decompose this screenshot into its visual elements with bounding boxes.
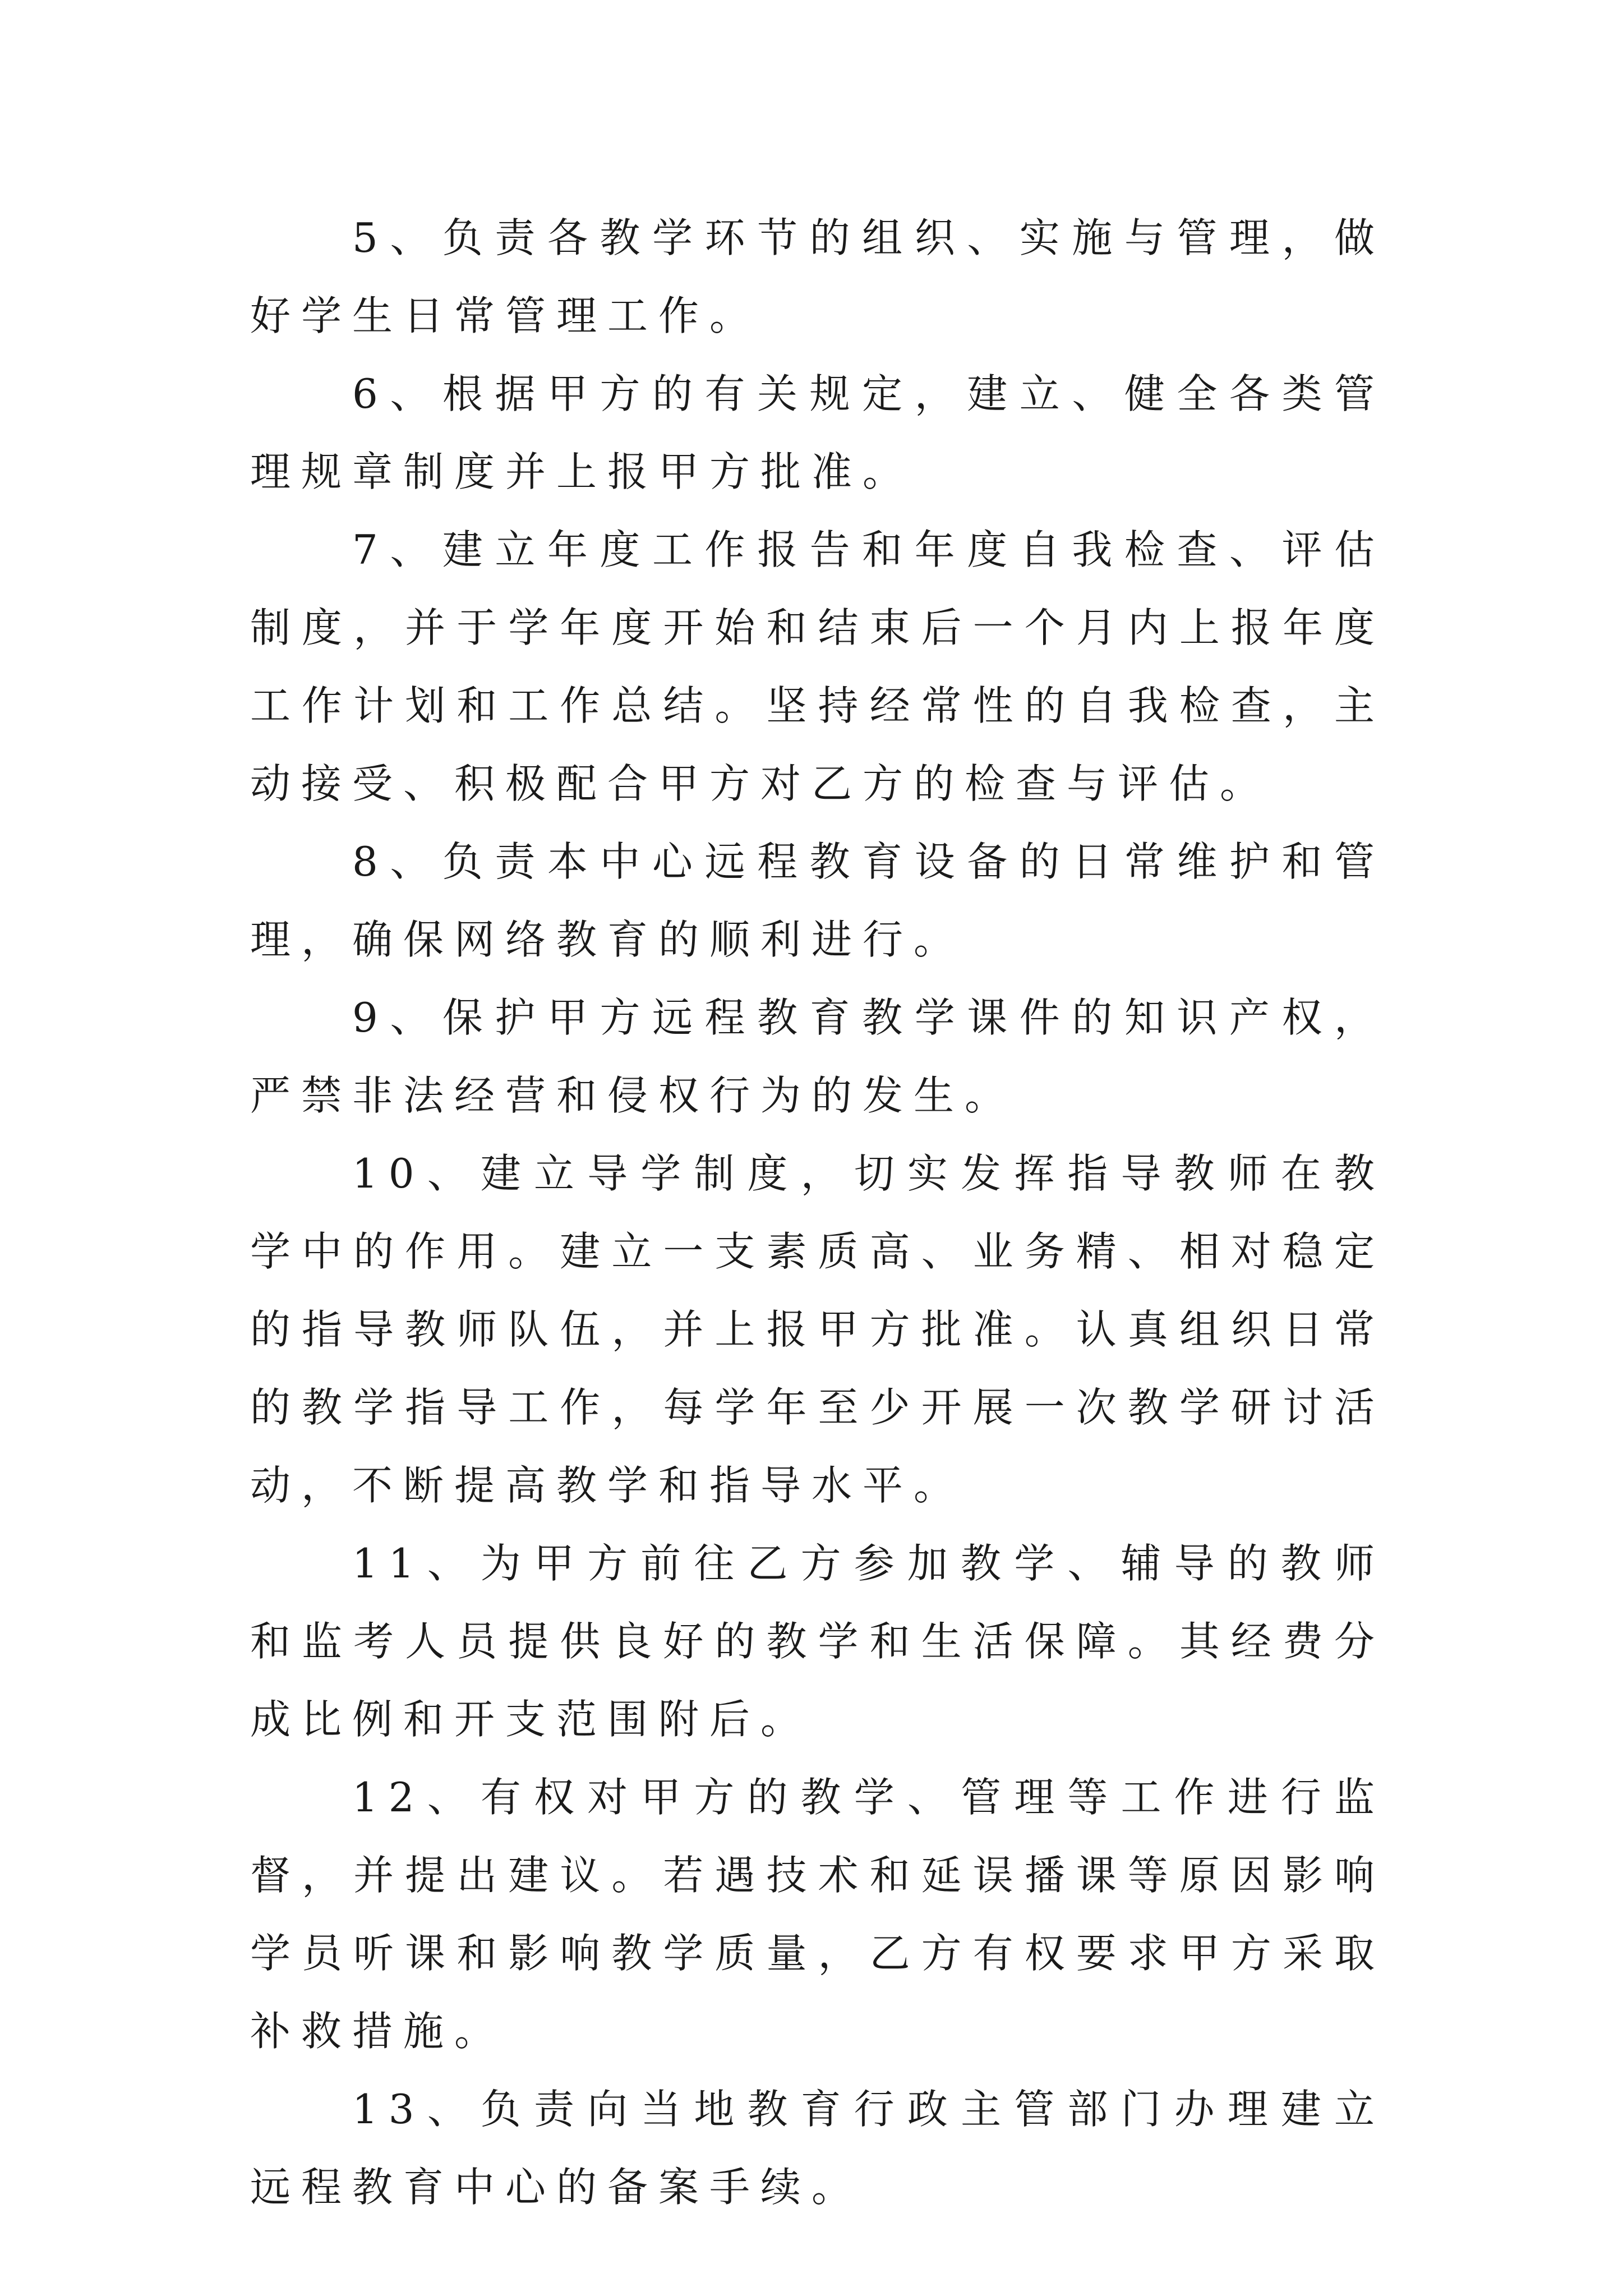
clause-12: 12、有权对甲方的教学、管理等工作进行监督，并提出建议。若遇技术和延误播课等原因影响学员听课和影响教学质量，乙方有权要求甲方采取补救措施。: [250, 1774, 1385, 2055]
clause-7: 7、建立年度工作报告和年度自我检查、评估制度，并于学年度开始和结束后一个月内上报年度工作计划和工作总结。坚持经常性的自我检查，主动接受、积极配合甲方对乙方的检查与评估。: [250, 526, 1385, 807]
clause-13: 13、负责向当地教育行政主管部门办理建立远程教育中心的备案手续。: [250, 2086, 1385, 2211]
clause-10: 10、建立导学制度，切实发挥指导教师在教学中的作用。建立一支素质高、业务精、相对稳定的指导教师队伍，并上报甲方批准。认真组织日常的教学指导工作，每学年至少开展一次教学研讨活动，不断提高教学和指导水平。: [250, 1150, 1385, 1509]
clause-6: 6、根据甲方的有关规定，建立、健全各类管理规章制度并上报甲方批准。: [250, 370, 1385, 495]
document-body: [250, 199, 1385, 2226]
clause-8: 8、负责本中心远程教育设备的日常维护和管理，确保网络教育的顺利进行。: [250, 838, 1385, 963]
clause-9: 9、保护甲方远程教育教学课件的知识产权，严禁非法经营和侵权行为的发生。: [250, 994, 1385, 1119]
clause-5: 5、负责各教学环节的组织、实施与管理，做好学生日常管理工作。: [250, 214, 1385, 339]
clause-11: 11、为甲方前往乙方参加教学、辅导的教师和监考人员提供良好的教学和生活保障。其经费分成比例和开支范围附后。: [250, 1540, 1385, 1743]
